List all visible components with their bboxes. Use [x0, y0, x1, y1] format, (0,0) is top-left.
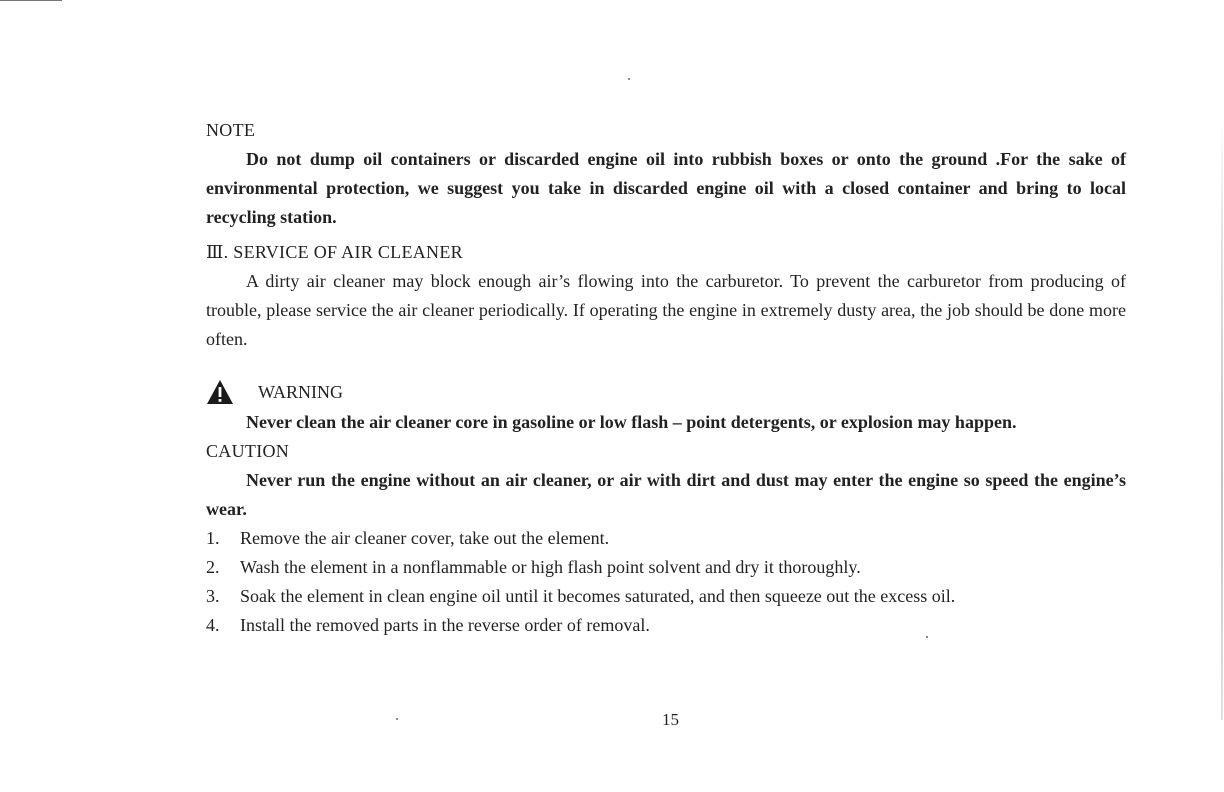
list-item [206, 553, 1126, 582]
list-item [206, 611, 1126, 640]
caution-text: Never run the engine without an air cleaner, or air with dirt and dust may enter the engine so speed the engine’s wear. [206, 470, 1126, 519]
step-text: Wash the element in a nonflammable or high flash point solvent and dry it thoroughly. [240, 557, 861, 577]
document-body [206, 116, 1126, 640]
step-number: 4. [206, 615, 220, 635]
note-text: Do not dump oil containers or discarded engine oil into rubbish boxes or onto the ground .For the sake of environmental protection, we suggest you take in discarded engine oil with a closed container and bring to local recycling station. [206, 149, 1126, 227]
scan-edge-line [0, 0, 62, 1]
warning-heading: WARNING [258, 381, 343, 402]
section-text: A dirty air cleaner may block enough air’s flowing into the carburetor. To prevent the carburetor from producing of trouble, please service the air cleaner periodically. If operating the engine in extremely dusty area, the job should be done more often. [206, 271, 1126, 349]
note-heading: NOTE [206, 120, 256, 140]
warning-triangle-icon [206, 379, 234, 405]
caution-heading: CAUTION [206, 441, 290, 461]
page-number: 15 [662, 710, 679, 729]
step-text: Install the removed parts in the reverse order of removal. [240, 615, 650, 635]
scan-edge-shadow [1221, 120, 1223, 720]
step-text: Remove the air cleaner cover, take out the element. [240, 528, 610, 548]
list-item [206, 582, 1126, 611]
warning-text: Never clean the air cleaner core in gasoline or low flash – point detergents, or explosion may happen. [246, 412, 1017, 432]
step-number: 2. [206, 557, 220, 577]
list-item [206, 524, 1126, 553]
step-number: 3. [206, 586, 220, 606]
step-number: 1. [206, 528, 220, 548]
scan-speck [628, 78, 630, 80]
warning-header [206, 376, 1126, 408]
step-text: Soak the element in clean engine oil until it becomes saturated, and then squeeze out the excess oil. [240, 586, 956, 606]
scan-speck [396, 718, 398, 720]
section-heading: Ⅲ. SERVICE OF AIR CLEANER [206, 242, 463, 262]
steps-list [206, 524, 1126, 640]
